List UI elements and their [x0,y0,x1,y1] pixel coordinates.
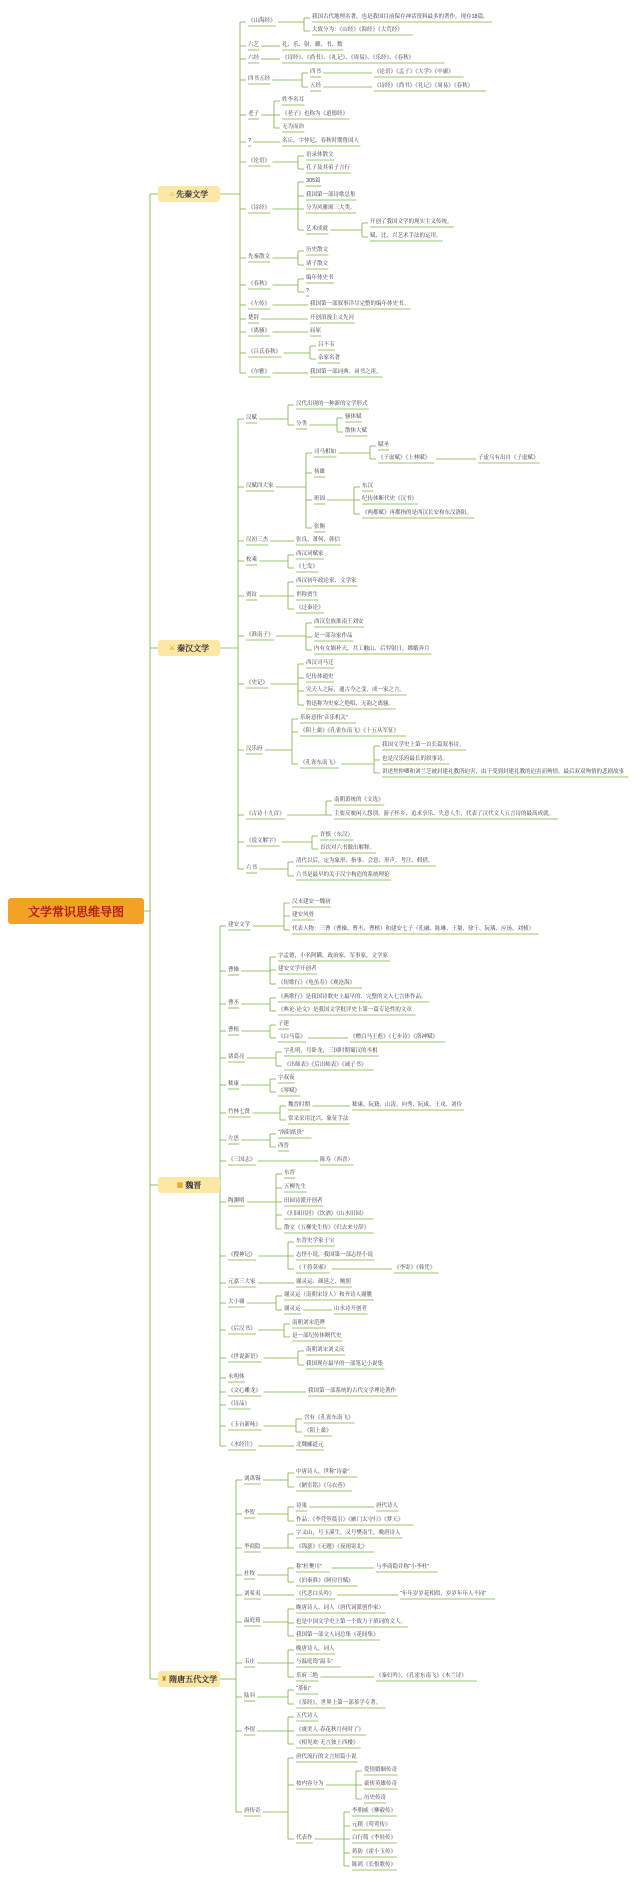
leaf-node[interactable]: 张良、萧何、韩信 [296,537,341,543]
topic-node[interactable]: 刘希夷 [244,1591,261,1597]
root-topic[interactable]: 文学常识思维导图 [8,898,144,924]
leaf-node[interactable]: 《相见欢·无言独上西楼》 [296,1740,359,1746]
leaf-node[interactable]: 《李寄》《韩凭》 [394,1265,436,1271]
leaf-node[interactable]: 清代以后，定为象形、指事、会意、形声、考注、假借。 [296,858,434,864]
leaf-node[interactable]: 志怪小说，我国第一部志怪小说 [296,1252,374,1258]
topic-node[interactable]: 嵇康 [228,1081,240,1087]
leaf-node[interactable]: 也是中国文学史上第一个致力于填词的文人。 [296,1619,407,1625]
leaf-node[interactable]: “茶仙” [296,1686,311,1692]
topic-node[interactable]: 诗鬼 [296,1503,308,1509]
leaf-node[interactable]: 《诗品》 [228,1401,251,1407]
leaf-node[interactable]: 屈原 [310,328,322,334]
leaf-node[interactable]: 我国文学史上第一首长篇叙事诗。 [382,742,465,748]
topic-node[interactable]: 李煜 [244,1727,256,1733]
leaf-node[interactable]: 我国第一部诗歌总集 [306,192,356,198]
leaf-node[interactable]: 《归园田居》《饮酒》《山水田园》 [284,1211,367,1217]
leaf-node[interactable]: 散文《五柳先生传》《归去来兮辞》 [284,1225,370,1231]
leaf-node[interactable]: 东晋 [284,1170,296,1176]
topic-node[interactable]: 班固 [314,496,326,502]
leaf-node[interactable]: 诸子散文 [306,261,329,267]
leaf-node[interactable]: 西汉初年政论家、文学家 [296,578,357,584]
leaf-node[interactable]: 孔子及其弟子言行 [306,165,351,171]
topic-node[interactable]: 陆羽 [244,1693,256,1699]
topic-node[interactable]: 《史记》 [246,680,269,686]
leaf-node[interactable]: 我国第一部系统的古代文学理论著作 [308,1388,397,1394]
leaf-node[interactable]: 开创了我国文学的现实主义传统。 [370,219,453,225]
leaf-node[interactable]: 历史传奇 [364,1795,387,1801]
leaf-node[interactable]: 南朝萧统的《文选》 [334,797,384,803]
leaf-node[interactable]: 是一部杂家作品 [314,633,353,639]
leaf-node[interactable]: 《秦妇吟》、《孔雀东南飞》《木兰诗》 [376,1673,467,1679]
topic-node[interactable]: 《山海经》 [248,18,276,24]
topic-node[interactable]: 《孔雀东南飞》 [300,760,339,766]
topic-node[interactable]: 汉乐府 [246,746,263,752]
topic-node[interactable]: 左思 [228,1136,240,1142]
topic-node[interactable]: 《代悲白头吟》 [296,1591,335,1597]
leaf-node[interactable]: 《陋室铭》《乌衣巷》 [296,1483,349,1489]
leaf-node[interactable]: 许慎（东汉） [320,832,354,838]
topic-node[interactable]: 分类 [296,421,308,427]
leaf-node[interactable]: 语录体散文 [306,152,334,158]
topic-node[interactable]: 诸葛亮 [228,1054,245,1060]
topic-node[interactable]: 《春秋》 [248,281,271,287]
topic-node[interactable]: 四书五经 [248,76,271,82]
leaf-node[interactable]: 字叔夜 [278,1075,295,1081]
leaf-node[interactable]: 《论语》《孟子》《大学》《中庸》 [374,69,454,75]
topic-node[interactable]: 《论语》 [248,158,271,164]
topic-node[interactable]: 按内容分为 [296,1781,324,1787]
leaf-node[interactable]: 李朝威《柳毅传》 [352,1808,397,1814]
leaf-node[interactable]: 与温庭筠“温韦” [296,1659,333,1665]
leaf-node[interactable]: 子虚乌有出自《子虚赋》 [478,455,539,461]
leaf-node[interactable]: 《两都赋》再都指的是西汉长安和东汉洛阳。 [362,510,473,516]
branch-3[interactable] [158,1177,220,1193]
topic-node[interactable]: 《三国志》 [228,1157,256,1163]
leaf-node[interactable]: 乐府意指“音乐机关” [300,715,348,721]
leaf-node[interactable]: 六书是最早的关于汉字构造的系统理论 [296,872,390,878]
leaf-node[interactable]: 《陌上桑》《孔雀东南飞》《十五从军征》 [300,728,400,734]
leaf-node[interactable]: 我国古代地理名著，也是我国目前保存神话资料最多的著作，现存18篇。 [312,14,489,20]
leaf-node[interactable]: 《泊秦淮》《阿房宫赋》 [296,1578,354,1584]
leaf-node[interactable]: 我国第一部文人词总集《花间集》 [296,1632,379,1638]
leaf-node[interactable]: 山水诗开创者 [334,1306,368,1312]
leaf-node[interactable]: 《诗经》《尚书》《礼记》《周易》《春秋》 [374,83,474,89]
leaf-node[interactable]: 东汉 [362,483,374,489]
leaf-node[interactable]: 305篇 [306,178,321,184]
branch-label: 先秦文学 [176,189,209,199]
leaf-node[interactable]: 字孟德，小名阿瞒，政治家，军事家，文学家 [278,953,389,959]
branch-2[interactable] [158,640,220,656]
leaf-node[interactable]: 含有《孔雀东南飞》 [304,1415,354,1421]
topic-node[interactable]: 竹林七贤 [228,1109,251,1115]
topic-node[interactable]: 《淮南子》 [246,632,274,638]
leaf-node[interactable]: 陈寿（西晋） [320,1157,354,1163]
leaf-node[interactable]: 《老子》也称为《道德经》 [282,111,349,117]
leaf-node[interactable]: 内有女娲补天、共工触山、后羿射日、嫦娥奔月 [314,646,430,652]
leaf-node[interactable]: 唐代诗人 [376,1503,399,1509]
leaf-node[interactable]: 爱情婚姻传奇 [364,1767,398,1773]
branch-label: 秦汉文学 [177,643,210,653]
topic-node[interactable]: 《后汉书》 [228,1326,256,1332]
leaf-node[interactable]: 西汉词赋家 [296,551,324,557]
topic-node[interactable]: 《古诗十九首》 [246,811,285,817]
topic-node[interactable]: 大小谢 [228,1299,245,1305]
topic-node[interactable]: 枚乘 [246,557,258,563]
leaf-node[interactable]: ? [306,288,310,294]
leaf-node[interactable]: 分为风雅颂三大类。 [306,205,356,211]
leaf-node[interactable]: 建安风骨 [292,912,315,918]
topic-node[interactable]: 温庭筠 [244,1618,261,1624]
topic-node[interactable]: 元嘉三大家 [228,1279,256,1285]
topic-node[interactable]: 称“杜樊川” [296,1564,322,1570]
leaf-node[interactable]: 我国第一部词典、词书之祖。 [310,369,382,375]
leaf-node[interactable]: 字孔明，号卧龙，三国时期蜀汉的丞相 [284,1048,378,1054]
leaf-node[interactable]: 首次对六书做出解释。 [320,845,376,851]
leaf-node[interactable]: 姓李名耳 [282,97,305,103]
topic-node[interactable]: 《子虚赋》《上林赋》 [378,455,431,461]
leaf-node[interactable]: 《锦瑟》《无题》《夜雨寄北》 [296,1544,368,1550]
leaf-node[interactable]: 《燕歌行》是我国诗歌史上最早的、完整的文人七言体作品。 [278,994,427,1000]
leaf-node[interactable]: 南朝刘宋刘义庆 [306,1347,345,1353]
topic-node[interactable]: 《离骚》 [248,328,271,334]
topic-node[interactable]: 《尔雅》 [248,369,271,375]
topic-node[interactable]: 汉赋 [246,415,258,421]
leaf-node[interactable]: 《七发》 [296,564,319,570]
leaf-node[interactable]: 主要反映闲人怨别、游子怀乡、追求享乐、失意人生，代表了汉代文人五言诗的最高成就。 [334,811,555,817]
leaf-node[interactable]: 賦圣 [378,442,390,448]
leaf-node[interactable]: 汉代出现的一种新的文学形式 [296,401,368,407]
topic-node[interactable]: 四书 [310,69,322,75]
topic-node[interactable]: 曹操 [228,967,240,973]
leaf-node[interactable]: 无为而治 [282,124,305,130]
leaf-node[interactable]: 张衡 [314,524,326,530]
leaf-node[interactable]: 北魏郦道元 [296,1442,324,1448]
topic-node[interactable]: 汉赋四大家 [246,483,274,489]
leaf-node[interactable]: 陈鸿《长恨歌传》 [352,1862,397,1868]
leaf-node[interactable]: 吕不韦 [318,342,335,348]
topic-node[interactable]: 六艺 [248,42,260,48]
topic-node[interactable]: ? [248,138,252,144]
leaf-node[interactable]: 名丘，字仲尼，春秋时期鲁国人 [282,138,360,144]
leaf-node[interactable]: 东晋史学家干宝 [296,1238,335,1244]
topic-node[interactable]: 六经 [248,55,260,61]
leaf-node[interactable]: 骚体赋 [345,414,362,420]
topic-node[interactable]: 《左传》 [248,301,271,307]
topic-node[interactable]: 谢灵运 [284,1306,301,1312]
leaf-node[interactable]: 《短歌行》《龟虽寿》《观沧海》 [278,980,356,986]
leaf-node[interactable]: 《虞美人·春花秋月何时了》 [296,1727,364,1733]
leaf-node[interactable]: 礼、乐、射、御、书、数 [282,42,343,48]
leaf-node[interactable]: 《陌上桑》 [304,1428,332,1434]
branch-1[interactable] [158,186,220,202]
topic-node[interactable]: 建安文学 [228,922,251,928]
leaf-node[interactable]: 晚唐诗人、词人（唐代词派创作家） [296,1605,385,1611]
leaf-node[interactable]: 豪侠英雄传奇 [364,1781,398,1787]
leaf-node[interactable]: 大致分为：《山经》《海经》《大荒经》 [312,27,403,33]
topic-node[interactable]: 汉初三杰 [246,537,269,543]
topic-node[interactable]: 《文心雕龙》 [228,1388,262,1394]
topic-node[interactable]: 刘禹锡 [244,1476,261,1482]
sword-icon: ⚔ [168,645,176,652]
house-icon: ⌂ [169,190,175,198]
topic-node[interactable]: 《干将莫邪》 [296,1265,330,1271]
topic-node[interactable]: 艺术成就 [306,226,329,232]
topic-node[interactable]: 《世说新语》 [228,1354,262,1360]
topic-node[interactable]: 《白马篇》 [278,1034,306,1040]
topic-node[interactable]: 先秦散文 [248,254,271,260]
leaf-node[interactable]: 《过秦论》 [296,605,324,611]
topic-node[interactable]: 楚辞 [248,315,260,321]
leaf-node[interactable]: 也是汉乐府最长的叙事诗。 [382,756,449,762]
leaf-node[interactable]: 南朝刘宋范晔 [292,1320,326,1326]
topic-node[interactable]: 陶渊明 [228,1198,245,1204]
topic-node[interactable]: 《诗经》 [248,205,271,211]
topic-node[interactable]: 李商隐 [244,1544,261,1550]
leaf-node[interactable]: 散体大赋 [345,428,368,434]
topic-node[interactable]: 曹丕 [228,1000,240,1006]
leaf-node[interactable]: 与李商隐并称“小李杜” [376,1564,430,1570]
leaf-node[interactable]: 鲁迅称为史家之绝唱，无韵之离骚。 [306,701,395,707]
leaf-node[interactable]: 扬雄 [314,469,326,475]
topic-node[interactable]: 曹植 [228,1027,240,1033]
leaf-node[interactable]: 我国现存最早的一部笔记小说集 [306,1361,384,1367]
leaf-node[interactable]: 田园诗派开创者 [284,1198,323,1204]
leaf-node[interactable]: 历史散文 [306,247,329,253]
leaf-node[interactable]: 五柳先生 [284,1184,307,1190]
leaf-node[interactable]: 谢灵运、颜延之、鲍照 [296,1279,352,1285]
topic-node[interactable]: 六书 [246,865,258,871]
leaf-node[interactable]: 是一部纪传体断代史 [292,1333,342,1339]
leaf-node[interactable]: 谢灵运（南朝宋诗人）和齐诗人谢朓 [284,1292,373,1298]
leaf-node[interactable]: 究天人之际，通古今之变，成一家之言。 [306,687,406,693]
branch-4[interactable] [158,1671,220,1687]
topic-node[interactable]: 乐府三绝 [296,1673,319,1679]
leaf-node[interactable]: 元稹《莺莺传》 [352,1822,391,1828]
leaf-node[interactable]: 西汉司马迁 [306,660,334,666]
leaf-node[interactable]: 《琴赋》 [278,1088,301,1094]
leaf-node[interactable]: 杂家名著 [318,355,341,361]
leaf-node[interactable]: 白行简《李娃传》 [352,1835,397,1841]
leaf-node[interactable]: 《茶经》，世界上第一部茶学专著。 [296,1700,382,1706]
topic-node[interactable]: 贾谊 [246,592,258,598]
leaf-node[interactable]: 纪传体断代史《汉书》 [362,496,418,502]
leaf-node[interactable]: 《诗经》、《尚书》、《礼记》、《周易》、《乐经》、《春秋》 [282,55,415,61]
leaf-node[interactable]: 字义山，号玉溪生，又号樊南生，晚唐诗人 [296,1530,401,1536]
leaf-node[interactable]: 《出师表》《后出师表》《诫子书》 [284,1062,367,1068]
topic-node[interactable]: 《说文解字》 [246,838,280,844]
topic-node[interactable]: 代表作 [296,1835,313,1841]
leaf-node[interactable]: 蒋防《霍小玉传》 [352,1849,397,1855]
leaf-node[interactable]: 世称贾生 [296,592,319,598]
leaf-node[interactable]: 中唐诗人，世称“诗豪” [296,1469,350,1475]
leaf-node[interactable]: 晚唐诗人，词人 [296,1646,335,1652]
leaf-node[interactable]: 《典论·论文》是我国文学批评史上第一篇专论性的文章 [278,1007,412,1013]
topic-node[interactable]: 五经 [310,83,322,89]
leaf-node[interactable]: “年年岁岁花相似，岁岁年年人不同” [400,1591,487,1597]
leaf-node[interactable]: 西晋 [278,1143,290,1149]
leaf-node[interactable]: 讲述焦仲卿和刘兰芝被封建礼教所迫害，由于受到封建礼教的迫害而殉情。最后双双殉情的悲剧故事 [382,769,625,775]
topic-node[interactable]: 司马相如 [314,449,337,455]
palace-icon: ♜ [160,1676,168,1683]
branch-label: 魏晋 [185,1180,202,1190]
leaf-node[interactable]: 常采采用比兴、象征手法 [288,1116,349,1122]
leaf-node[interactable]: 《赠白马王彪》《七步诗》《洛神赋》 [350,1034,439,1040]
leaf-node[interactable]: 赋、比、兴艺术手法的运用。 [370,233,442,239]
leaf-node[interactable]: 永明体 [228,1374,245,1380]
leaf-node[interactable]: 编年体史书 [306,275,334,281]
topic-node[interactable]: 《玉台新咏》 [228,1422,262,1428]
topic-node[interactable]: 《吕氏春秋》 [248,349,282,355]
topic-node[interactable]: 《搜神记》 [228,1252,256,1258]
topic-node[interactable]: 《水经注》 [228,1442,256,1448]
leaf-node[interactable]: 开创浪漫主义先河 [310,315,355,321]
branch-label: 隋唐五代文学 [169,1674,218,1684]
leaf-node[interactable]: 代表人物：三曹（曹操、曹丕、曹植）和建安七子（孔融、陈琳、王粲、徐干、阮瑀、应玚、刘桢） [292,926,535,932]
topic-node[interactable]: 唐传奇 [244,1808,261,1814]
topic-node[interactable]: 魏晋时期 [288,1102,311,1108]
leaf-node[interactable]: 五代诗人 [296,1713,319,1719]
leaf-node[interactable]: 子建 [278,1021,290,1027]
topic-node[interactable]: 李贺 [244,1510,256,1516]
leaf-node[interactable]: 西汉皇族淮南王刘安 [314,619,364,625]
leaf-node[interactable]: 汉末建安一魏初 [292,899,331,905]
topic-node[interactable]: 杜牧 [244,1571,256,1577]
topic-node[interactable]: 老子 [248,111,260,117]
topic-node[interactable]: 韦庄 [244,1659,256,1665]
leaf-node[interactable]: 嵇康、阮籍、山涛、向秀、阮咸、王戎、刘伶 [352,1102,463,1108]
leaf-node[interactable]: 纪传体通史 [306,674,334,680]
leaf-node[interactable]: 作品：《李凭箜篌引》《雁门太守行》《梦天》 [296,1517,404,1523]
leaf-node[interactable]: 建安文学开创者 [278,966,317,972]
leaf-node[interactable]: “洛阳纸贵” [278,1130,304,1136]
book-icon: ▦ [176,1182,184,1189]
leaf-node[interactable]: 我国第一部叙事详尽完整的编年体史书。 [310,301,410,307]
leaf-node[interactable]: 唐代流行的文言短篇小说 [296,1754,357,1760]
